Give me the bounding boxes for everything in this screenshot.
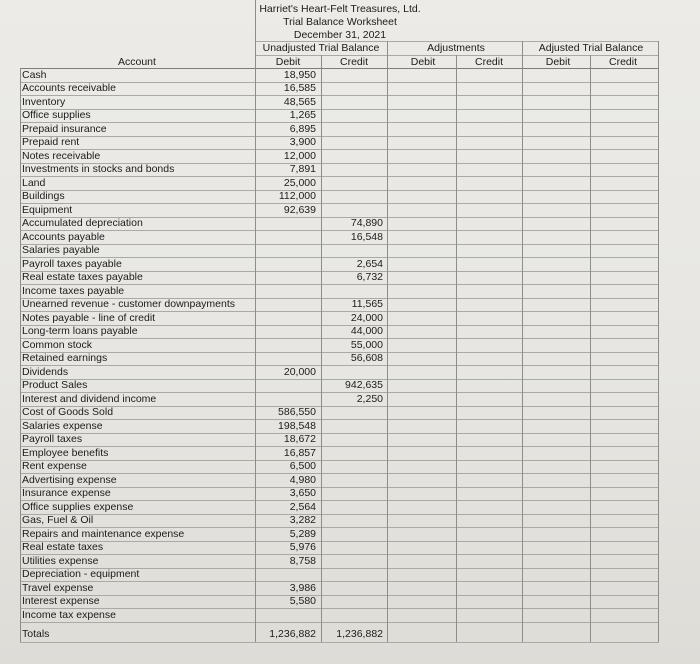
worksheet-title: Trial Balance Worksheet <box>283 16 397 28</box>
account-name: Land <box>22 176 46 189</box>
total-credit-value: 1,236,882 <box>336 627 383 640</box>
row-rule <box>20 365 659 366</box>
row-rule <box>20 622 659 623</box>
account-name: Income tax expense <box>22 608 116 621</box>
account-name: Prepaid insurance <box>22 122 107 135</box>
unadjusted-debit-value: 3,986 <box>289 581 316 594</box>
account-name: Real estate taxes <box>22 541 104 553</box>
account-name: Inventory <box>22 95 66 108</box>
account-name: Insurance expense <box>22 487 111 499</box>
account-name: Notes payable - line of credit <box>22 311 156 324</box>
account-name: Accumulated depreciation <box>22 217 143 229</box>
row-rule <box>20 433 659 434</box>
unadjusted-credit-value: 44,000 <box>350 325 383 337</box>
unadjusted-credit-value: 6,732 <box>356 271 383 283</box>
adjusted-split <box>590 55 591 642</box>
unadjusted-credit-header: Credit <box>339 56 368 68</box>
row-rule <box>20 541 659 542</box>
adjustments-split <box>456 55 457 642</box>
unadjusted-debit-value: 7,891 <box>289 163 316 175</box>
totals-label: Totals <box>22 627 50 640</box>
unadjusted-debit-value: 1,265 <box>289 109 316 121</box>
account-name: Travel expense <box>22 581 94 594</box>
worksheet-date: December 31, 2021 <box>293 29 387 41</box>
unadjusted-debit-value: 586,550 <box>278 406 316 418</box>
account-name: Cost of Goods Sold <box>22 406 114 418</box>
row-rule <box>20 581 659 582</box>
row-rule <box>20 487 659 488</box>
unadjusted-credit-value: 56,608 <box>350 352 383 364</box>
row-rule <box>20 95 659 96</box>
row-rule <box>20 514 659 515</box>
account-name: Cash <box>22 68 47 81</box>
row-rule <box>20 446 659 447</box>
unadjusted-debit-value: 16,585 <box>283 82 316 94</box>
account-name: Gas, Fuel & Oil <box>22 514 94 526</box>
adjusted-credit-header: Credit <box>608 56 637 68</box>
unadjusted-debit-value: 6,895 <box>289 122 316 135</box>
account-name: Unearned revenue - customer downpayments <box>22 298 236 310</box>
unadjusted-credit-value: 11,565 <box>351 298 383 310</box>
account-name: Equipment <box>22 203 73 216</box>
row-rule <box>20 176 659 177</box>
unadjusted-debit-value: 3,650 <box>289 487 316 499</box>
row-rule <box>20 149 659 150</box>
unadjusted-credit-value: 2,654 <box>356 257 383 270</box>
row-rule <box>20 109 659 110</box>
unadjusted-debit-value: 16,857 <box>283 446 316 459</box>
account-name: Real estate taxes payable <box>22 271 143 283</box>
total-debit-value: 1,236,882 <box>269 627 316 640</box>
account-name: Office supplies expense <box>22 500 134 513</box>
row-rule <box>20 203 659 204</box>
adjustments-header: Adjustments <box>427 42 485 54</box>
account-name: Depreciation - equipment <box>22 568 140 580</box>
account-name: Notes receivable <box>22 149 101 162</box>
account-name: Income taxes payable <box>22 284 125 297</box>
account-name: Retained earnings <box>22 352 108 364</box>
unadjusted-credit-value: 74,890 <box>350 217 383 229</box>
unadjusted-debit-value: 5,580 <box>289 595 316 607</box>
account-name: Advertising expense <box>22 473 117 486</box>
unadjusted-debit-value: 48,565 <box>283 95 316 108</box>
row-rule <box>20 136 659 137</box>
unadjusted-debit-value: 18,672 <box>283 433 316 445</box>
account-name: Payroll taxes <box>22 433 83 445</box>
unadjusted-credit-value: 16,548 <box>350 230 383 243</box>
unadjusted-debit-value: 20,000 <box>283 365 316 378</box>
adjusted-trial-balance-header: Adjusted Trial Balance <box>538 42 644 54</box>
row-rule <box>20 244 659 245</box>
unadjusted-debit-value: 3,282 <box>289 514 316 526</box>
account-name: Buildings <box>22 190 65 202</box>
unadjusted-debit-value: 25,000 <box>283 176 316 189</box>
unadjusted-trial-balance-header: Unadjusted Trial Balance <box>262 42 380 54</box>
adjustments-left-border <box>387 41 388 642</box>
unadjusted-debit-value: 12,000 <box>283 149 316 162</box>
account-name: Salaries expense <box>22 419 103 432</box>
adjusted-left-border <box>522 41 523 642</box>
row-rule <box>20 190 659 191</box>
account-name: Office supplies <box>22 109 91 121</box>
bottom-rule <box>20 642 659 643</box>
company-name: Harriet's Heart-Felt Treasures, Ltd. <box>259 3 421 15</box>
column-header-rule <box>20 68 659 69</box>
account-name: Long-term loans payable <box>22 325 138 337</box>
unadjusted-debit-value: 3,900 <box>289 136 316 148</box>
unadjusted-debit-value: 5,289 <box>289 527 316 540</box>
account-name: Interest expense <box>22 595 100 607</box>
adjustments-credit-header: Credit <box>474 56 503 68</box>
unadjusted-debit-value: 4,980 <box>289 473 316 486</box>
row-rule <box>20 122 659 123</box>
unadjusted-debit-value: 112,000 <box>278 190 316 202</box>
account-name: Investments in stocks and bonds <box>22 163 175 175</box>
unadjusted-debit-value: 6,500 <box>289 460 316 472</box>
unadjusted-debit-value: 8,758 <box>289 554 316 567</box>
account-name: Payroll taxes payable <box>22 257 122 270</box>
account-name: Prepaid rent <box>22 136 80 148</box>
account-name: Accounts receivable <box>22 82 116 94</box>
unadjusted-debit-value: 5,976 <box>289 541 316 553</box>
account-name: Accounts payable <box>22 230 105 243</box>
account-name: Common stock <box>22 338 93 351</box>
account-name: Dividends <box>22 365 69 378</box>
unadjusted-credit-value: 24,000 <box>350 311 383 324</box>
row-rule <box>20 554 659 555</box>
account-name: Interest and dividend income <box>22 392 157 405</box>
row-rule <box>20 419 659 420</box>
header-rule <box>255 41 659 42</box>
account-name: Rent expense <box>22 460 87 472</box>
unadjusted-credit-value: 942,635 <box>345 379 383 391</box>
subheader-rule <box>255 55 659 56</box>
account-column-left-border <box>20 68 21 642</box>
adjustments-debit-header: Debit <box>410 56 436 68</box>
adjusted-debit-header: Debit <box>545 56 571 68</box>
account-name: Salaries payable <box>22 244 100 256</box>
unadjusted-debit-header: Debit <box>275 56 301 68</box>
unadjusted-debit-value: 198,548 <box>278 419 316 432</box>
row-rule <box>20 406 659 407</box>
row-rule <box>20 460 659 461</box>
account-name: Utilities expense <box>22 554 99 567</box>
unadjusted-credit-value: 55,000 <box>350 338 383 351</box>
row-rule <box>20 595 659 596</box>
unadjusted-debit-value: 2,564 <box>289 500 316 513</box>
unadjusted-credit-value: 2,250 <box>356 392 383 405</box>
unadjusted-debit-value: 18,950 <box>283 68 316 81</box>
account-name: Employee benefits <box>22 446 109 459</box>
adjusted-right-border <box>658 41 659 642</box>
account-name: Repairs and maintenance expense <box>22 527 185 540</box>
account-name: Product Sales <box>22 379 88 391</box>
unadjusted-debit-value: 92,639 <box>283 203 316 216</box>
account-column-header: Account <box>118 56 156 68</box>
